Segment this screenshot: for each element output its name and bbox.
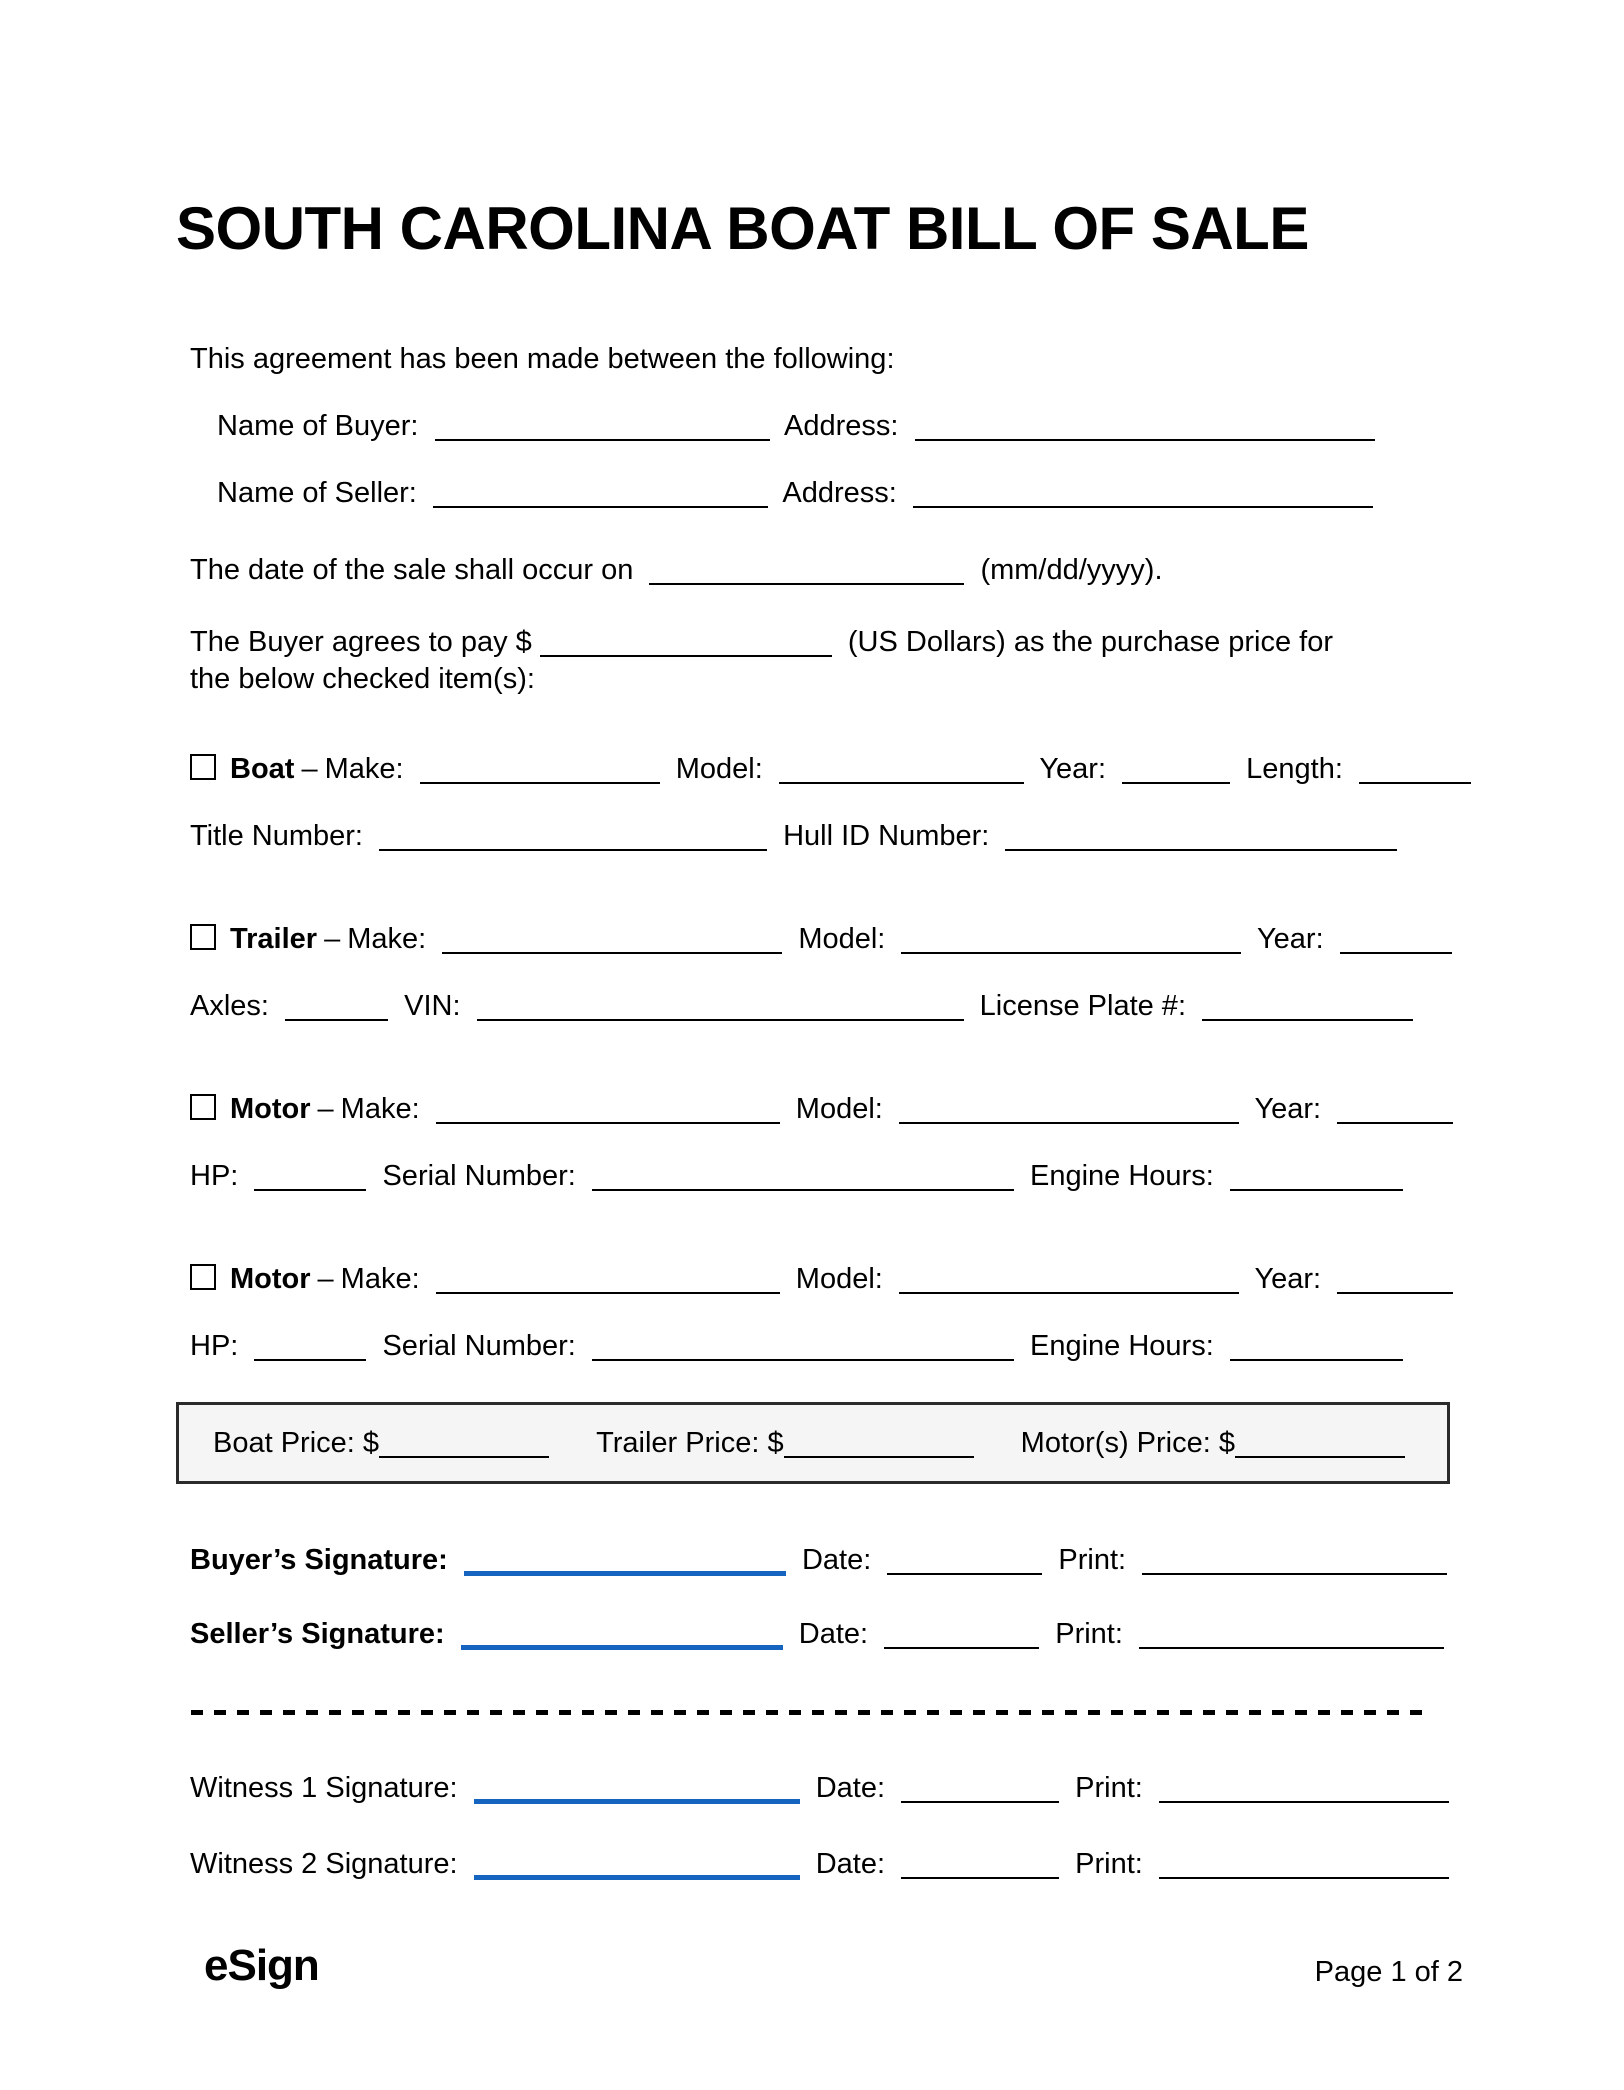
motor1-make-blank — [436, 1093, 780, 1124]
boat-price-label: Boat Price: $ — [213, 1426, 380, 1459]
witness1-date-label: Date: — [815, 1772, 886, 1804]
motor1-details-row — [190, 1160, 1411, 1191]
trailer-model-label: Model: — [798, 923, 886, 955]
witness1-signature-row — [190, 1770, 1457, 1804]
sale-date-sentence: The date of the sale shall occur on — [190, 554, 634, 586]
motor2-year-blank — [1337, 1263, 1453, 1294]
trailer-price-label: Trailer Price: $ — [596, 1426, 784, 1459]
trailer-year-label: Year: — [1256, 923, 1324, 955]
motor1-model-blank — [899, 1093, 1239, 1124]
seller-name-label: Name of Seller: — [217, 477, 417, 509]
axles-blank — [285, 990, 388, 1021]
buyer-signature-row — [190, 1542, 1455, 1576]
motor2-serial-label: Serial Number: — [382, 1330, 576, 1362]
dashed-divider — [191, 1710, 1433, 1715]
seller-signature-row — [190, 1616, 1452, 1650]
buyer-signature-print-blank — [1142, 1544, 1447, 1575]
trailer-year-blank — [1340, 923, 1452, 954]
page-indicator: Page 1 of 2 — [1314, 1956, 1463, 1988]
motor1-section-label: Motor — [230, 1093, 311, 1125]
purchase-price-row — [190, 626, 1333, 657]
boat-checkbox[interactable] — [190, 754, 216, 780]
seller-address-label: Address: — [782, 477, 897, 509]
motor1-year-label: Year: — [1254, 1093, 1322, 1125]
motors-price-blank — [1235, 1427, 1405, 1458]
motor1-hp-blank — [254, 1160, 366, 1191]
motor2-serial-blank — [592, 1330, 1014, 1361]
witness2-date-blank — [901, 1848, 1059, 1879]
motor2-model-label: Model: — [795, 1263, 883, 1295]
motors-price-label: Motor(s) Price: $ — [1020, 1426, 1235, 1459]
trailer-section-label: Trailer — [230, 923, 318, 955]
price-summary-box — [176, 1402, 1450, 1484]
seller-row — [217, 477, 1381, 508]
witness1-print-blank — [1159, 1772, 1449, 1803]
motor2-engine-hours-label: Engine Hours: — [1030, 1330, 1214, 1362]
page-title: SOUTH CAROLINA BOAT BILL OF SALE — [176, 195, 1309, 262]
buyer-signature-label: Buyer’s Signature: — [190, 1544, 448, 1576]
purchase-price-sentence-prefix: The Buyer agrees to pay $ — [190, 626, 532, 658]
motor1-engine-hours-blank — [1230, 1160, 1403, 1191]
buyer-signature-print-label: Print: — [1058, 1544, 1127, 1576]
witness1-signature-field[interactable] — [474, 1770, 800, 1804]
motor2-row — [190, 1263, 1461, 1294]
motor1-checkbox[interactable] — [190, 1094, 216, 1120]
seller-signature-date-blank — [884, 1618, 1039, 1649]
motor2-section-label: Motor — [230, 1263, 311, 1295]
trailer-row — [190, 923, 1460, 954]
witness2-signature-label: Witness 2 Signature: — [190, 1848, 458, 1880]
purchase-price-sentence-continued: the below checked item(s): — [190, 663, 535, 695]
trailer-price-blank — [784, 1427, 974, 1458]
hull-id-label: Hull ID Number: — [783, 820, 990, 852]
boat-length-blank — [1359, 753, 1471, 784]
boat-year-blank — [1122, 753, 1230, 784]
motor1-engine-hours-label: Engine Hours: — [1030, 1160, 1214, 1192]
seller-signature-label: Seller’s Signature: — [190, 1618, 445, 1650]
motor1-serial-blank — [592, 1160, 1014, 1191]
motors-price-group — [1021, 1427, 1413, 1460]
boat-price-group — [213, 1427, 557, 1460]
motor2-year-label: Year: — [1254, 1263, 1322, 1295]
boat-year-label: Year: — [1039, 753, 1107, 785]
boat-make-blank — [420, 753, 660, 784]
boat-ids-row — [190, 820, 1405, 851]
motor2-engine-hours-blank — [1230, 1330, 1403, 1361]
boat-model-label: Model: — [675, 753, 763, 785]
boat-row — [190, 753, 1479, 784]
witness2-signature-field[interactable] — [474, 1846, 800, 1880]
intro-text: This agreement has been made between the following: — [190, 343, 895, 375]
motor2-model-blank — [899, 1263, 1239, 1294]
trailer-make-blank — [442, 923, 782, 954]
motor2-details-row — [190, 1330, 1411, 1361]
trailer-price-group — [596, 1427, 981, 1460]
trailer-model-blank — [901, 923, 1241, 954]
title-number-label: Title Number: — [190, 820, 363, 852]
esign-logo: eSign — [204, 1941, 319, 1990]
witness2-date-label: Date: — [815, 1848, 886, 1880]
witness1-signature-label: Witness 1 Signature: — [190, 1772, 458, 1804]
purchase-price-row-line2 — [190, 665, 535, 694]
motor2-make-blank — [436, 1263, 780, 1294]
dash-separator: – — [301, 753, 318, 785]
axles-label: Axles: — [190, 990, 269, 1022]
motor2-hp-blank — [254, 1330, 366, 1361]
seller-signature-print-label: Print: — [1055, 1618, 1123, 1650]
motor1-make-label: Make: — [340, 1093, 420, 1125]
sale-date-row — [190, 554, 1163, 585]
motor1-hp-label: HP: — [190, 1160, 239, 1192]
motor2-make-label: Make: — [340, 1263, 420, 1295]
seller-signature-print-blank — [1139, 1618, 1444, 1649]
hull-id-blank — [1005, 820, 1397, 851]
buyer-address-blank — [915, 410, 1375, 441]
buyer-signature-date-label: Date: — [801, 1544, 872, 1576]
buyer-address-label: Address: — [784, 410, 899, 442]
witness1-print-label: Print: — [1075, 1772, 1143, 1804]
buyer-signature-field[interactable] — [464, 1542, 786, 1576]
seller-signature-date-label: Date: — [798, 1618, 869, 1650]
purchase-price-sentence-suffix: (US Dollars) as the purchase price for — [847, 626, 1334, 658]
trailer-checkbox[interactable] — [190, 924, 216, 950]
title-number-blank — [379, 820, 767, 851]
motor2-checkbox[interactable] — [190, 1264, 216, 1290]
seller-name-blank — [433, 477, 768, 508]
purchase-price-blank — [540, 626, 832, 657]
sale-date-blank — [649, 554, 964, 585]
trailer-make-label: Make: — [347, 923, 427, 955]
dash-separator: – — [317, 1093, 334, 1125]
seller-address-blank — [913, 477, 1373, 508]
motor1-row — [190, 1093, 1461, 1124]
boat-price-blank — [379, 1427, 549, 1458]
license-plate-blank — [1202, 990, 1413, 1021]
boat-model-blank — [779, 753, 1024, 784]
boat-section-label: Boat — [230, 753, 295, 785]
boat-make-label: Make: — [324, 753, 404, 785]
license-plate-label: License Plate #: — [979, 990, 1186, 1022]
date-format-note: (mm/dd/yyyy). — [980, 554, 1163, 586]
seller-signature-field[interactable] — [461, 1616, 783, 1650]
witness2-signature-row — [190, 1846, 1457, 1880]
dash-separator: – — [324, 923, 341, 955]
buyer-name-blank — [435, 410, 770, 441]
buyer-signature-date-blank — [887, 1544, 1042, 1575]
witness1-date-blank — [901, 1772, 1059, 1803]
trailer-ids-row — [190, 990, 1421, 1021]
boat-length-label: Length: — [1246, 753, 1343, 785]
intro-row — [190, 345, 895, 374]
vin-label: VIN: — [404, 990, 461, 1022]
witness2-print-blank — [1159, 1848, 1449, 1879]
witness2-print-label: Print: — [1075, 1848, 1143, 1880]
motor1-year-blank — [1337, 1093, 1453, 1124]
motor2-hp-label: HP: — [190, 1330, 239, 1362]
motor1-serial-label: Serial Number: — [382, 1160, 576, 1192]
vin-blank — [477, 990, 964, 1021]
buyer-row — [217, 410, 1383, 441]
motor1-model-label: Model: — [795, 1093, 883, 1125]
buyer-name-label: Name of Buyer: — [217, 410, 419, 442]
dash-separator: – — [317, 1263, 334, 1295]
